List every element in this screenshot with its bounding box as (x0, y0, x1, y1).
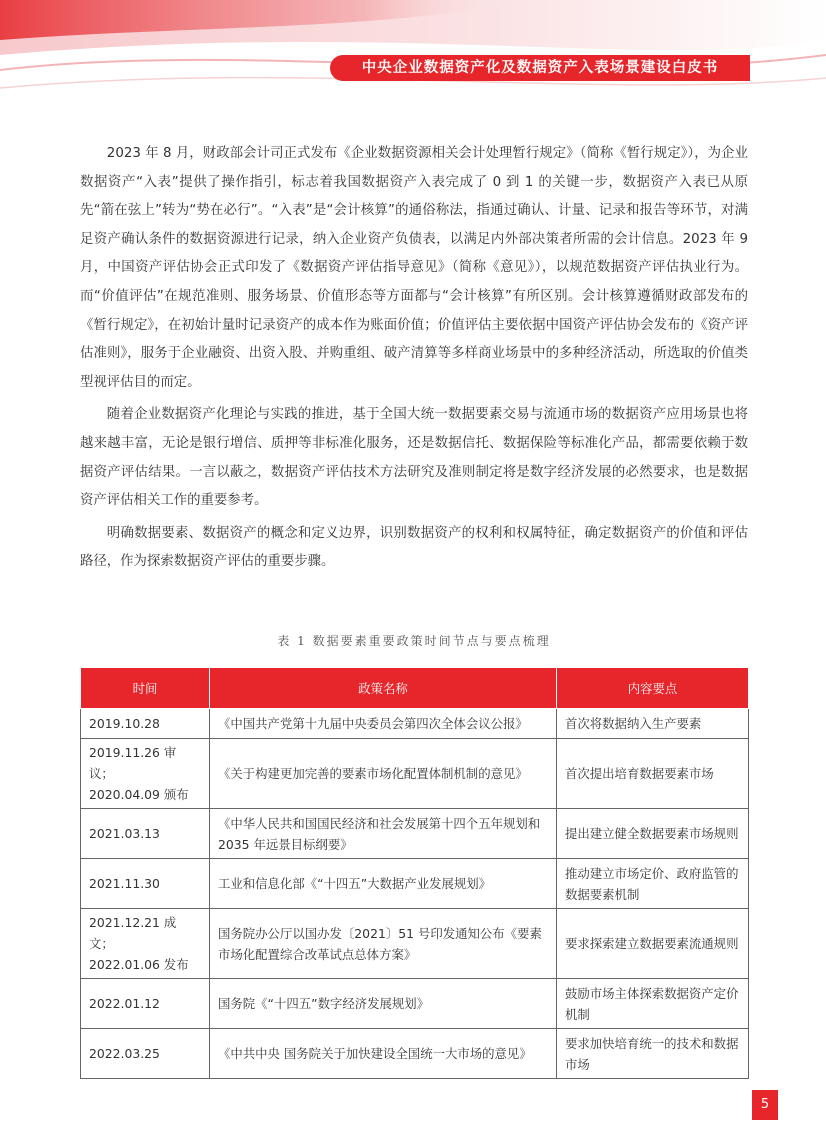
time-line: 2019.11.26 审议； (89, 745, 177, 781)
document-header-title: 中央企业数据资产化及数据资产入表场景建设白皮书 (330, 55, 750, 81)
cell-points: 要求探索建立数据要素流通规则 (557, 909, 749, 979)
table-row (81, 909, 749, 979)
body-text (80, 140, 748, 581)
header-points: 内容要点 (557, 668, 749, 709)
table-row (81, 709, 749, 739)
cell-time (81, 809, 210, 859)
cell-time (81, 739, 210, 809)
time-line: 2022.01.06 发布 (89, 957, 189, 972)
cell-points: 鼓励市场主体探索数据资产定价机制 (557, 979, 749, 1029)
table-row (81, 809, 749, 859)
cell-points: 要求加快培育统一的技术和数据市场 (557, 1029, 749, 1079)
cell-policy: 国务院《“十四五”数字经济发展规划》 (210, 979, 557, 1029)
table-row (81, 859, 749, 909)
policy-table (80, 667, 749, 1079)
cell-time (81, 709, 210, 739)
cell-points: 首次提出培育数据要素市场 (557, 739, 749, 809)
page-number: 5 (752, 1090, 778, 1120)
time-line: 2021.03.13 (89, 826, 160, 841)
time-line: 2022.01.12 (89, 996, 160, 1011)
time-line: 2022.03.25 (89, 1046, 160, 1061)
time-line: 2021.11.30 (89, 876, 160, 891)
cell-time (81, 1029, 210, 1079)
paragraph: 2023 年 8 月，财政部会计司正式发布《企业数据资源相关会计处理暂行规定》（简称《暂行规定》），为企业数据资产“入表”提供了操作指引，标志着我国数据资产入表完成了 0 到 1 的关键一步，数据资产入表已从原先“箭在弦上”转为“势在必行”。“入表”是“会计核算”的通俗称法，指通过确认、计量、记录和报告等环节，对满足资产确认条件的数据资源进行记录，纳入企业资产负债表，以满足内外部决策者所需的会计信息。2023 年 9 月，中国资产评估协会正式印发了《数据资产评估指导意见》（简称《意见》），以规范数据资产评估执业行为。而“价值评估”在规范准则、服务场景、价值形态等方面都与“会计核算”有所区别。会计核算遵循财政部发布的《暂行规定》，在初始计量时记录资产的成本作为账面价值；价值评估主要依据中国资产评估协会发布的《资产评估准则》，服务于企业融资、出资入股、并购重组、破产清算等多样商业场景中的多种经济活动，所选取的价值类型视评估目的而定。 (80, 146, 748, 390)
table-row (81, 739, 749, 809)
paragraph: 明确数据要素、数据资产的概念和定义边界，识别数据资产的权利和权属特征，确定数据资产的价值和评估路径，作为探索数据资产评估的重要步骤。 (80, 525, 748, 570)
table-row (81, 979, 749, 1029)
cell-time (81, 859, 210, 909)
time-line: 2020.04.09 颁布 (89, 787, 189, 802)
time-line: 2021.12.21 成文； (89, 915, 177, 951)
cell-policy: 工业和信息化部《“十四五”大数据产业发展规划》 (210, 859, 557, 909)
table-row (81, 1029, 749, 1079)
cell-policy: 《中国共产党第十九届中央委员会第四次全体会议公报》 (210, 709, 557, 739)
cell-time (81, 979, 210, 1029)
header-time: 时间 (81, 668, 210, 709)
cell-points: 提出建立健全数据要素市场规则 (557, 809, 749, 859)
cell-time (81, 909, 210, 979)
cell-policy: 《中共中央 国务院关于加快建设全国统一大市场的意见》 (210, 1029, 557, 1079)
header-policy: 政策名称 (210, 668, 557, 709)
cell-policy: 《关于构建更加完善的要素市场化配置体制机制的意见》 (210, 739, 557, 809)
table-caption: 表 1 数据要素重要政策时间节点与要点梳理 (277, 634, 551, 648)
cell-policy: 《中华人民共和国国民经济和社会发展第十四个五年规划和 2035 年远景目标纲要》 (210, 809, 557, 859)
table-header-row (81, 668, 749, 709)
cell-points: 推动建立市场定价、政府监管的数据要素机制 (557, 859, 749, 909)
time-line: 2019.10.28 (89, 716, 160, 731)
paragraph: 随着企业数据资产化理论与实践的推进，基于全国大统一数据要素交易与流通市场的数据资产应用场景也将越来越丰富，无论是银行增信、质押等非标准化服务，还是数据信托、数据保险等标准化产品，都需要依赖于数据资产评估结果。一言以蔽之，数据资产评估技术方法研究及准则制定将是数字经济发展的必然要求，也是数据资产评估相关工作的重要参考。 (80, 407, 748, 509)
cell-points: 首次将数据纳入生产要素 (557, 709, 749, 739)
cell-policy: 国务院办公厅以国办发〔2021〕51 号印发通知公布《要素市场化配置综合改革试点总体方案》 (210, 909, 557, 979)
